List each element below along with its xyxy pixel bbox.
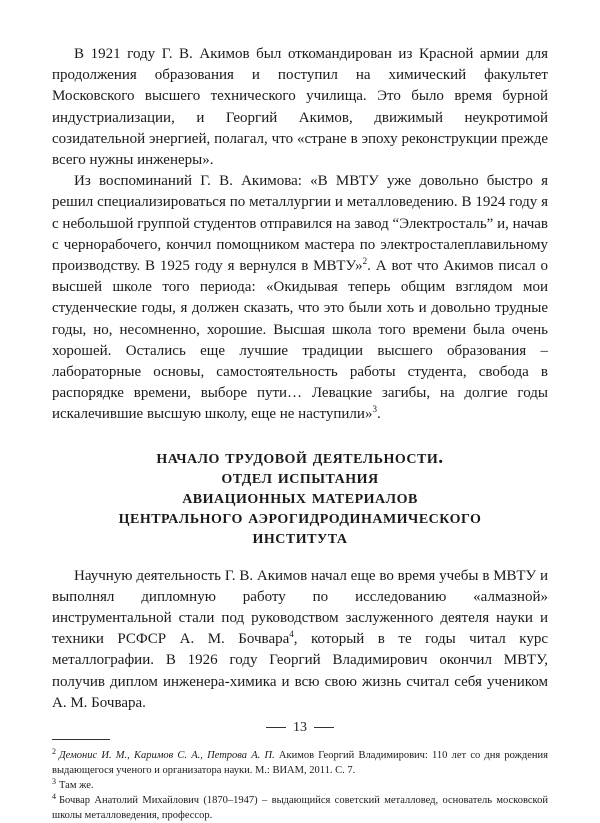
- heading-line-2: отдел испытания: [221, 466, 379, 488]
- paragraph-2-end: .: [376, 406, 381, 423]
- page-number-value: 13: [293, 720, 307, 735]
- footnote-number: 4: [52, 791, 56, 801]
- paragraph-3: [52, 566, 548, 714]
- footnote-ref-2[interactable]: 2: [362, 256, 368, 267]
- heading-line-4: центрального аэрогидродинамического: [118, 506, 482, 528]
- footnote-text: Там же.: [59, 780, 94, 792]
- heading-line-1: начало трудовой деятельности.: [156, 446, 444, 468]
- paragraph-3-part-2: , который в те годы читал курс металлографии. В 1926 году Георгий Владимирович окончил МВТУ, получив диплом инженера-химика и всю свою жизнь считал себя учеником А. М. Бочвара.: [52, 631, 548, 711]
- section-heading: [52, 448, 548, 548]
- footnote-ref-4[interactable]: 4: [289, 629, 294, 640]
- footnote-3: [52, 778, 548, 793]
- footnote-number: 2: [52, 746, 56, 756]
- footnote-2: [52, 748, 548, 778]
- paragraph-2-part-2: . А вот что Акимов писал о высшей школе того периода: «Окидывая теперь общим взглядом мои студенческие годы, я должен сказать, что это были хоть и довольно трудные годы, но, несомненно, хорошие. Высшая школа того времени была очень хорошей. Остались еще лучшие традиции высшего образования – лабораторные основы, самостоятельность работы студента, свобода в распорядке времени, выборе пути… Левацкие загибы, на долгие годы искалечившие высшую школу, еще не наступили»: [52, 258, 548, 423]
- footnote-4: [52, 793, 548, 823]
- paragraph-2: [52, 171, 548, 425]
- paragraph-1: В 1921 году Г. В. Акимов был откомандирован из Красной армии для продолжения образования и поступил на химический факультет Московского высшего технического училища. Это было время бурной индустриализации, и Георгий Акимов, движимый неукротимой созидательной энергией, полагал, что «стране в эпоху реконструкции прежде всего нужны инженеры».: [52, 46, 548, 169]
- paragraph-3-part-1: Научную деятельность Г. В. Акимов начал еще во время учебы в МВТУ и выполнял дипломную работу по исследованию «алмазной» инструментальной стали под руководством заслуженного деятеля науки и техники РСФСР А. М. Бочвара: [52, 567, 548, 648]
- paragraph-2-part-1: Из воспоминаний Г. В. Акимова: «В МВТУ уже довольно быстро я решил специализироваться по металлургии и металловедению. В 1924 году я с небольшой группой студентов отправился на завод “Электросталь” и, начав с чернорабочего, кончил помощником мастера по электросталеплавильному производству. В 1925 году я вернулся в МВТУ»: [52, 173, 548, 275]
- page-body: [52, 44, 548, 823]
- page-number: [0, 720, 600, 736]
- footnote-text: Бочвар Анатолий Михайлович (1870–1947) – выдающийся советский металловед, основатель московской школы металловедения, профессор.: [52, 795, 548, 822]
- footnote-authors: Демонис И. М., Каримов С. А., Петрова А. П.: [59, 750, 275, 762]
- footnote-divider: [52, 739, 110, 740]
- footnote-number: 3: [52, 776, 56, 786]
- folio-dash-right: [314, 727, 334, 728]
- heading-line-5: института: [252, 526, 348, 548]
- folio-dash-left: [266, 727, 286, 728]
- heading-line-3: авиационных материалов: [182, 486, 418, 508]
- footnote-text: Акимов Георгий Владимирович: 110 лет со дня рождения выдающегося ученого и организатора науки. М.: ВИАМ, 2011. С. 7.: [52, 750, 548, 777]
- footnote-ref-3[interactable]: 3: [372, 404, 377, 415]
